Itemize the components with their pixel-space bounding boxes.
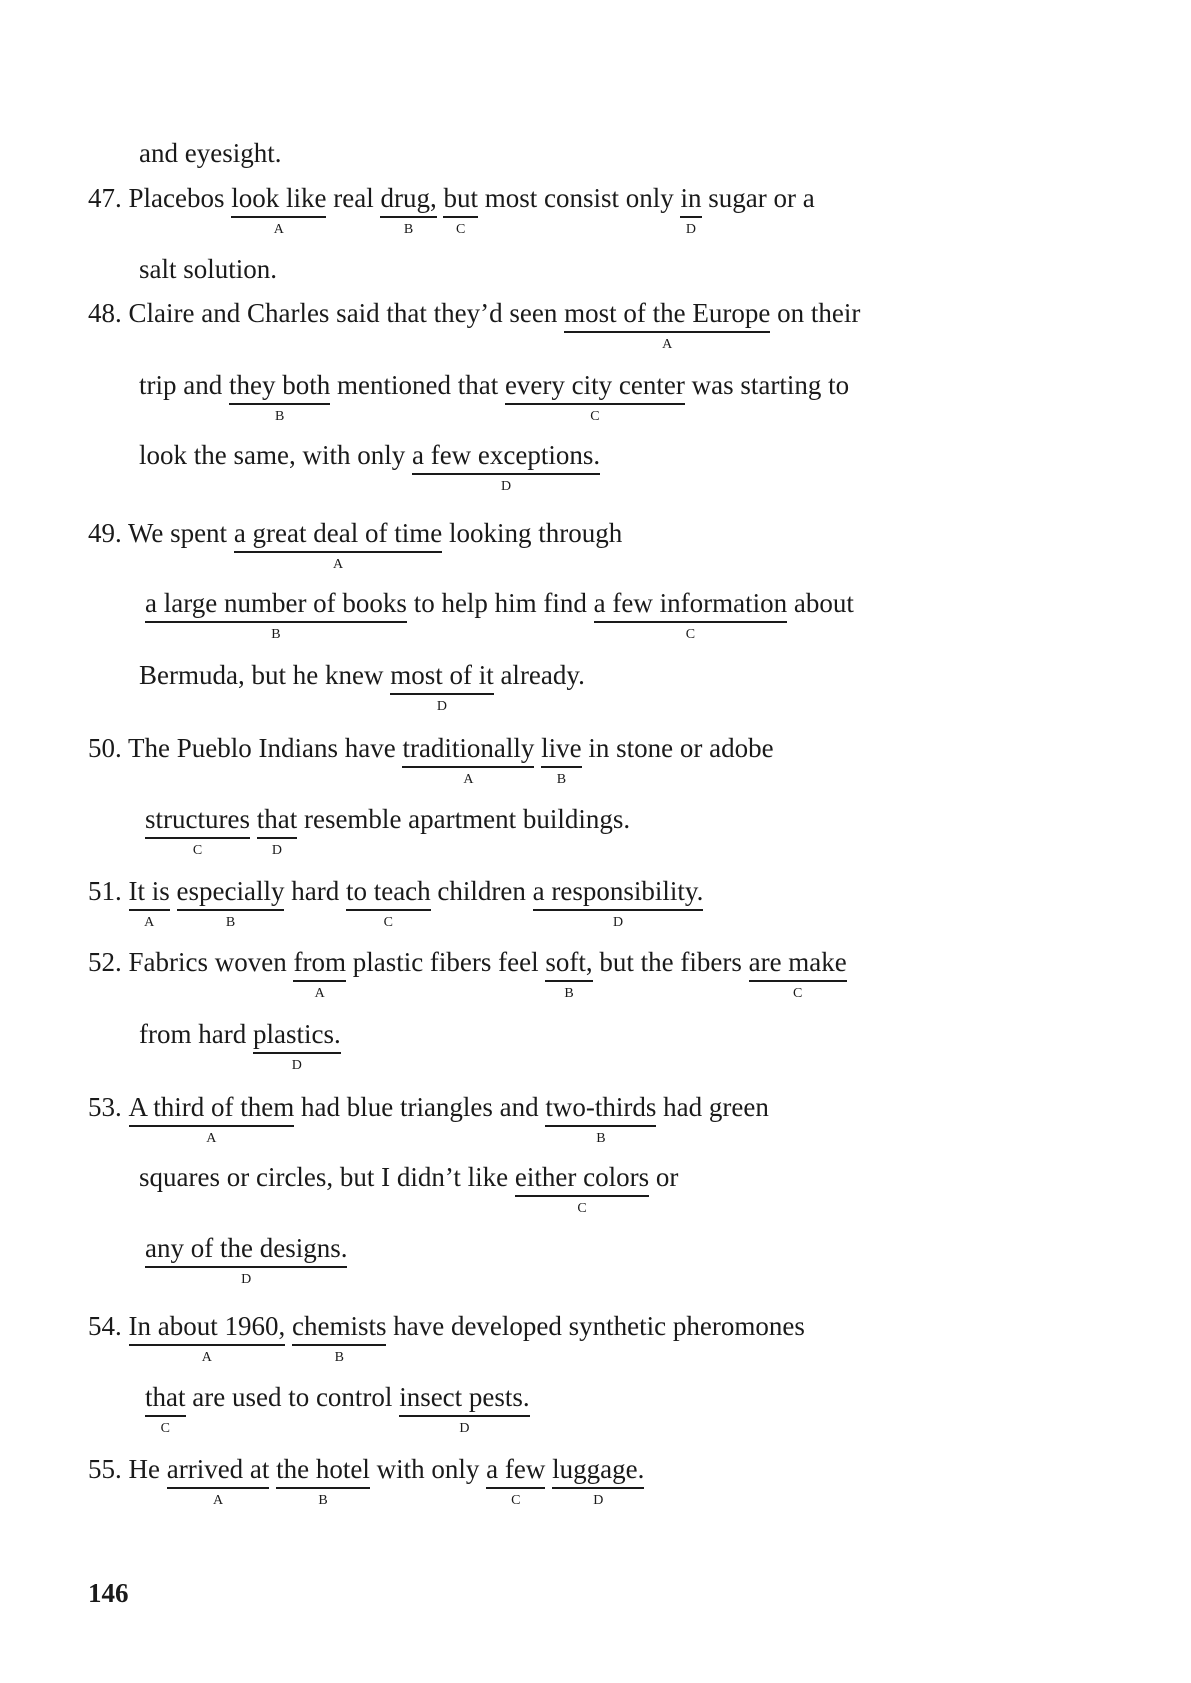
option-letter: B [225,915,236,930]
text-run: 52. Fabrics woven [88,947,294,977]
text-run: Bermuda, but he knew [139,660,391,690]
underlined-option [443,183,478,237]
text-run [437,183,444,213]
option-letter: C [793,986,803,1001]
text-line [88,1092,769,1146]
page-number: 146 [88,1578,129,1608]
option-letter: C [685,627,696,642]
option-text: every city center [504,370,685,400]
text-run: are used to control [185,1382,400,1412]
option-letter: A [206,1131,217,1146]
option-text: In about 1960, [128,1311,286,1341]
text-line [139,256,277,283]
option-letter: B [334,1350,344,1365]
text-run: 47. Placebos [88,183,232,213]
underlined-option [293,947,346,1001]
text-line [145,1233,348,1287]
text-run [250,804,257,834]
option-text: but [443,183,478,213]
underlined-option [228,370,331,424]
text-run: real [326,183,381,213]
text-line [88,298,861,352]
option-letter: B [271,627,281,642]
option-letter: B [564,986,574,1001]
text-line [139,140,281,167]
option-text: a few information [593,588,788,618]
underlined-option [399,1382,530,1436]
option-text: a great deal of time [233,518,443,548]
text-line [139,440,601,494]
option-letter: A [662,337,673,352]
option-text: insect pests. [399,1382,530,1412]
text-run: about [787,588,854,618]
underlined-option [748,947,847,1001]
text-run: in stone or adobe [581,733,774,763]
option-letter: B [274,409,285,424]
option-text: in [680,183,702,213]
option-text: either colors [514,1162,650,1192]
underlined-option [552,1454,645,1508]
option-text: chemists [291,1311,387,1341]
text-line [145,804,631,858]
underlined-option [166,1454,270,1508]
text-run: 48. Claire and Charles said that they’d seen [88,298,565,328]
underlined-option [276,1454,370,1508]
option-letter: D [593,1493,604,1508]
option-text: traditionally [402,733,535,763]
text-run [170,876,177,906]
underlined-option [252,1019,341,1073]
text-run: hard [284,876,346,906]
option-text: luggage. [552,1454,645,1484]
option-letter: D [271,843,283,858]
option-text: a few exceptions. [411,440,601,470]
text-line [139,660,585,714]
text-line [145,588,854,642]
underlined-option [145,1382,186,1436]
option-text: plastics. [252,1019,341,1049]
text-run: had green [656,1092,769,1122]
text-run: look the same, with only [139,440,412,470]
option-letter: C [590,409,600,424]
text-run: sugar or a [701,183,815,213]
text-line [88,518,623,572]
underlined-option [380,183,437,237]
underlined-option [145,1233,348,1287]
underlined-option [532,876,704,930]
text-line [88,876,704,930]
option-letter: C [160,1421,170,1436]
underlined-option [145,804,250,858]
option-letter: A [332,557,344,572]
option-text: they both [228,370,331,400]
text-run: 50. The Pueblo Indians have [88,733,403,763]
option-letter: C [511,1493,521,1508]
underlined-option [504,370,685,424]
option-letter: A [144,915,155,930]
text-run: had blue triangles and [294,1092,546,1122]
option-letter: A [201,1350,212,1365]
underlined-option [128,1092,295,1146]
text-line [88,1311,805,1365]
text-run [545,1454,552,1484]
option-letter: B [403,222,414,237]
text-run: most consist only [477,183,681,213]
text-run: squares or circles, but I didn’t like [139,1162,515,1192]
option-letter: B [318,1493,328,1508]
option-text: drug, [380,183,437,213]
option-text: It is [128,876,170,906]
option-letter: D [459,1421,470,1436]
option-text: structures [145,804,250,834]
option-letter: A [463,772,474,787]
text-run: resemble apartment buildings. [297,804,631,834]
text-run: trip and [139,370,229,400]
underlined-option [176,876,285,930]
underlined-option [345,876,431,930]
option-text: are make [748,947,847,977]
option-letter: B [556,772,567,787]
underlined-option [680,183,702,237]
text-run: plastic fibers feel [345,947,546,977]
option-text: that [145,1382,186,1412]
option-text: most of it [390,660,494,690]
option-letter: C [192,843,203,858]
option-letter: B [596,1131,606,1146]
text-run [285,1311,292,1341]
option-letter: A [314,986,325,1001]
option-letter: D [685,222,697,237]
underlined-option [256,804,298,858]
underlined-option [486,1454,546,1508]
text-run: 55. He [88,1454,167,1484]
option-letter: D [291,1058,302,1073]
underlined-option [390,660,494,714]
option-text: a large number of books [145,588,407,618]
text-run: 49. We spent [88,518,234,548]
text-run: already. [493,660,585,690]
underlined-option [128,1311,286,1365]
underlined-option [514,1162,650,1216]
option-text: live [541,733,582,763]
option-letter: D [436,699,447,714]
text-line [88,183,815,237]
option-text: a responsibility. [532,876,704,906]
text-run [269,1454,276,1484]
text-run: or [649,1162,679,1192]
underlined-option [564,298,771,352]
text-line [88,1454,645,1508]
underlined-option [593,588,788,642]
text-run: 53. [88,1092,129,1122]
underlined-option [231,183,327,237]
text-run: but the fibers [592,947,749,977]
underlined-option [291,1311,387,1365]
option-text: that [256,804,298,834]
option-text: A third of them [128,1092,295,1122]
text-line [88,733,774,787]
text-line [145,1382,530,1436]
text-line [139,370,850,424]
text-run: mentioned that [330,370,505,400]
text-run [534,733,541,763]
text-run: with only [369,1454,487,1484]
option-letter: A [213,1493,224,1508]
underlined-option [128,876,170,930]
option-letter: C [383,915,393,930]
underlined-option [145,588,407,642]
text-run: children [430,876,533,906]
text-run: to help him find [406,588,594,618]
underlined-option [233,518,443,572]
text-run: have developed synthetic pheromones [386,1311,805,1341]
option-text: especially [176,876,285,906]
underlined-option [545,947,593,1001]
option-letter: C [456,222,466,237]
option-letter: A [273,222,284,237]
underlined-option [541,733,582,787]
text-run: 51. [88,876,129,906]
text-run: looking through [442,518,623,548]
text-line [88,947,847,1001]
underlined-option [545,1092,657,1146]
option-text: two-thirds [545,1092,657,1122]
option-letter: D [612,915,624,930]
option-text: any of the designs. [145,1233,348,1263]
text-run: from hard [139,1019,253,1049]
text-line [139,1019,341,1073]
option-letter: C [577,1201,587,1216]
option-text: arrived at [166,1454,270,1484]
text-line [139,1162,679,1216]
option-text: most of the Europe [564,298,771,328]
option-text: to teach [345,876,431,906]
text-run: salt solution. [139,254,278,284]
option-text: from [293,947,346,977]
option-letter: D [241,1272,252,1287]
text-run: on their [770,298,861,328]
text-run: and eyesight. [139,138,282,168]
text-run: was starting to [684,370,850,400]
option-text: soft, [545,947,593,977]
option-text: look like [231,183,327,213]
option-text: the hotel [276,1454,370,1484]
underlined-option [411,440,601,494]
text-run: 54. [88,1311,129,1341]
option-text: a few [486,1454,546,1484]
option-letter: D [500,479,512,494]
underlined-option [402,733,535,787]
